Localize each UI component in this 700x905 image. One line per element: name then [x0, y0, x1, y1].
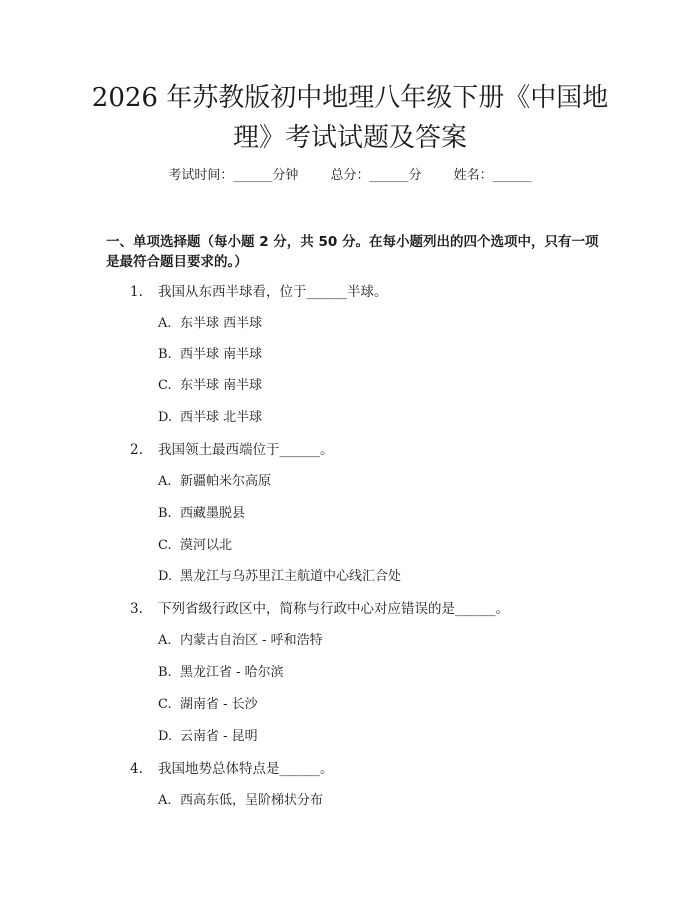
option-text: 湖南省 - 长沙	[180, 697, 258, 712]
section-heading-line-1: 一、单项选择题（每小题 2 分，共 50 分。在每小题列出的四个选项中，只有一项	[106, 234, 599, 250]
title-line-2: 理》考试试题及答案	[232, 123, 467, 153]
option-letter: D.	[158, 729, 173, 744]
question-2-option-c	[158, 536, 608, 556]
question-4-option-a	[158, 791, 608, 811]
question-3-option-c	[158, 695, 608, 715]
total-score: 总分：______分	[330, 168, 422, 183]
question-2-option-a	[158, 472, 608, 492]
question-number: 2.	[130, 442, 143, 458]
option-text: 东半球 西半球	[180, 316, 263, 331]
option-text: 新疆帕米尔高原	[180, 474, 272, 489]
section-heading	[106, 232, 606, 272]
option-letter: B.	[158, 506, 172, 521]
question-3-option-b	[158, 663, 608, 683]
question-3-option-a	[158, 631, 608, 651]
option-letter: C.	[158, 538, 172, 553]
question-text: 下列省级行政区中，简称与行政中心对应错误的是______。	[158, 601, 509, 617]
title-line-1: 2026 年苏教版初中地理八年级下册《中国地	[91, 83, 609, 113]
option-letter: C.	[158, 378, 172, 393]
question-text: 我国地势总体特点是______。	[158, 761, 334, 777]
option-text: 漠河以北	[180, 538, 233, 553]
question-number: 1.	[130, 284, 143, 300]
question-1-option-c	[158, 376, 608, 396]
question-1-option-a	[158, 314, 608, 334]
student-name: 姓名：______	[453, 168, 532, 183]
question-text: 我国从东西半球看，位于______半球。	[158, 284, 388, 300]
exam-info	[0, 166, 700, 186]
question-number: 3.	[130, 601, 143, 617]
section-heading-line-2: 是最符合题目要求的。）	[106, 254, 248, 270]
option-text: 西藏墨脱县	[180, 506, 246, 521]
question-text: 我国领土最西端位于______。	[158, 442, 334, 458]
option-text: 黑龙江与乌苏里江主航道中心线汇合处	[180, 569, 402, 584]
question-1-option-b	[158, 345, 608, 365]
option-text: 西半球 北半球	[180, 410, 263, 425]
option-text: 黑龙江省 - 哈尔滨	[180, 665, 284, 680]
option-letter: C.	[158, 697, 172, 712]
question-number: 4.	[130, 761, 143, 777]
question-3-option-d	[158, 727, 608, 747]
option-letter: B.	[158, 347, 172, 362]
question-3	[130, 599, 630, 619]
option-letter: D.	[158, 410, 173, 425]
option-letter: B.	[158, 665, 172, 680]
option-letter: A.	[158, 474, 172, 489]
question-4	[130, 759, 630, 779]
question-1	[130, 282, 630, 302]
option-text: 西高东低，呈阶梯状分布	[180, 793, 324, 808]
document-title	[60, 78, 640, 158]
option-text: 东半球 南半球	[180, 378, 263, 393]
option-text: 云南省 - 昆明	[180, 729, 258, 744]
option-text: 西半球 南半球	[180, 347, 263, 362]
question-2	[130, 440, 630, 460]
question-2-option-d	[158, 567, 608, 587]
option-letter: A.	[158, 316, 172, 331]
question-1-option-d	[158, 408, 608, 428]
option-text: 内蒙古自治区 - 呼和浩特	[180, 633, 323, 648]
option-letter: A.	[158, 793, 172, 808]
option-letter: A.	[158, 633, 172, 648]
question-2-option-b	[158, 504, 608, 524]
option-letter: D.	[158, 569, 173, 584]
exam-time: 考试时间：______分钟	[168, 168, 299, 183]
